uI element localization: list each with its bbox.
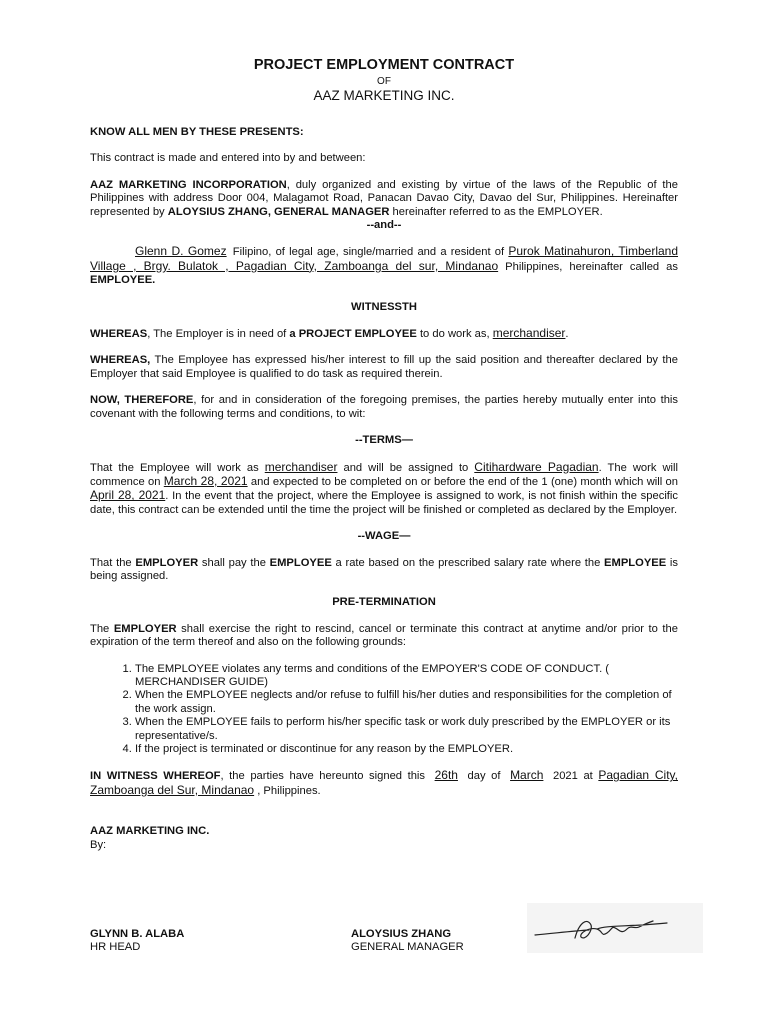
title-of: OF — [377, 76, 391, 87]
know-all-heading: KNOW ALL MEN BY THESE PRESENTS: — [90, 126, 304, 138]
signatory-right-name: ALOYSIUS ZHANG — [351, 928, 452, 940]
witness-text-3: 2021 at — [547, 770, 599, 783]
wage-text-2: shall pay the — [198, 556, 270, 569]
wage-heading: --WAGE— — [357, 530, 411, 543]
signatory-right — [351, 928, 464, 955]
whereas-1-text-3: . — [565, 328, 569, 341]
whereas-1-lead: WHEREAS — [90, 328, 148, 341]
list-item: 1. The EMPLOYEE violates any terms and conditions of the EMPOYER'S CODE OF CONDUCT. ( MERCHANDISER GUIDE) — [135, 663, 678, 690]
signatory-left-title: HR HEAD — [90, 941, 141, 954]
and-separator: --and-- — [366, 219, 402, 232]
whereas-2-lead: WHEREAS, — [90, 354, 151, 367]
employer-name: AAZ MARKETING INCORPORATION — [90, 178, 287, 191]
terms-text-1: That the Employee will work as — [90, 461, 265, 474]
witness-place: Pagadian City, Zamboanga del Sur, Mindanao — [90, 768, 678, 797]
sign-company: AAZ MARKETING INC. — [90, 825, 210, 838]
whereas-2 — [90, 354, 678, 381]
now-therefore-text: , for and in consideration of the foregoing premises, the parties hereby mutually enter into this covenant with the following terms and conditions, to wit: — [90, 394, 678, 420]
whereas-1-text-1: , The Employer is in need of — [147, 328, 290, 341]
wage-employee-2: EMPLOYEE — [604, 556, 667, 569]
signatories-row — [90, 928, 710, 968]
pre-text-1: The — [90, 622, 114, 635]
employee-paragraph — [90, 245, 678, 287]
pre-termination-paragraph — [90, 623, 678, 650]
witness-month: March — [510, 768, 544, 783]
terms-store: Citihardware Pagadian — [474, 459, 599, 474]
list-item: 4. If the project is terminated or discontinue for any reason by the EMPLOYER. — [135, 743, 678, 756]
terms-start-date: March 28, 2021 — [163, 473, 248, 488]
signatory-right-title: GENERAL MANAGER — [351, 941, 464, 954]
pre-text-2: shall exercise the right to rescind, cancel or terminate this contract at anytime and/or prior to the expiration of the term thereof and also on the following grounds: — [90, 622, 678, 649]
pre-employer: EMPLOYER — [113, 622, 177, 635]
wage-paragraph — [90, 557, 678, 584]
now-therefore-lead: NOW, THEREFORE — [90, 394, 194, 407]
terms-end-date: April 28, 2021 — [90, 488, 166, 503]
whereas-2-text: The Employee has expressed his/her interest to fill up the said position and thereafter declared by the Employer that said Employee is qualified to do task as required therein. — [90, 354, 678, 380]
terms-heading: --TERMS— — [355, 434, 413, 447]
list-item: 3. When the EMPLOYEE fails to perform his/her specific task or work duly prescribed by the EMPLOYER or its representative/s. — [135, 716, 678, 743]
wage-text-4: is being assigned. — [90, 556, 679, 582]
wage-employer: EMPLOYER — [135, 556, 199, 569]
terms-text-3: . The work will commence on — [90, 461, 678, 488]
witness-day: 26th — [434, 768, 458, 783]
contract-title: PROJECT EMPLOYMENT CONTRACT — [253, 57, 515, 73]
witness-text-4: , Philippines. — [254, 784, 321, 797]
employee-text-1: Filipino, of legal age, single/married and a resident of — [228, 246, 509, 259]
wage-employee-1: EMPLOYEE — [269, 556, 332, 569]
signatory-left-name: GLYNN B. ALABA — [90, 928, 185, 940]
terms-text-4: and expected to be completed on or before the end of the 1 (one) month which will on — [247, 475, 679, 488]
witnessth-heading: WITNESSTH — [351, 300, 417, 313]
whereas-1-bold: a PROJECT EMPLOYEE — [289, 328, 417, 341]
company-heading: AAZ MARKETING INC. — [313, 88, 455, 103]
witness-text-2: day of — [461, 770, 507, 783]
pre-termination-heading: PRE-TERMINATION — [332, 596, 436, 609]
employee-text-2: Philippines, hereinafter called as — [498, 260, 678, 273]
contract-page — [90, 56, 678, 852]
terms-text-5: . In the event that the project, where the Employee is assigned to work, is not finish within the specific date, this contract can be extended until the time the project will be finished or completed as declared by the Employer. — [90, 490, 678, 516]
employer-text-1: , duly organized and existing by virtue of the laws of the Republic of the Philippines with address Door 004, Malagamot Road, Panacan Davao City, Davao del Sur, Philippines. Hereinafter represented by — [90, 178, 678, 218]
witness-paragraph — [90, 769, 678, 798]
terms-paragraph — [90, 461, 678, 518]
witness-lead: IN WITNESS WHEREOF — [90, 770, 221, 783]
now-therefore — [90, 394, 678, 421]
whereas-1-text-2: to do work as, — [416, 328, 493, 341]
employer-paragraph — [90, 179, 678, 219]
signatory-left — [90, 928, 184, 955]
employee-role: EMPLOYEE. — [90, 274, 156, 287]
terms-job: merchandiser — [264, 459, 338, 474]
employer-text-2: hereinafter referred to as the EMPLOYER. — [389, 205, 603, 218]
employee-name: Glenn D. Gomez — [135, 244, 227, 259]
sign-by: By: — [90, 838, 107, 851]
wage-text-3: a rate based on the prescribed salary rate where the — [331, 556, 605, 569]
terms-text-2: and will be assigned to — [337, 461, 475, 474]
whereas-1 — [90, 327, 678, 341]
employee-address: Purok Matinahuron, Timberland Village , Brgy. Bulatok , Pagadian City, Zamboanga del sur, Mindanao — [90, 244, 679, 273]
whereas-1-job: merchandiser — [492, 326, 566, 341]
intro-text: This contract is made and entered into by and between: — [90, 152, 366, 165]
witness-text-1: , the parties have hereunto signed this — [220, 770, 431, 783]
wage-text-1: That the — [90, 556, 136, 569]
employer-representative: ALOYSIUS ZHANG, GENERAL MANAGER — [167, 205, 390, 218]
grounds-list — [90, 663, 678, 757]
list-item: 2. When the EMPLOYEE neglects and/or refuse to fulfill his/her duties and responsibilities for the completion of the work assign. — [135, 689, 678, 716]
